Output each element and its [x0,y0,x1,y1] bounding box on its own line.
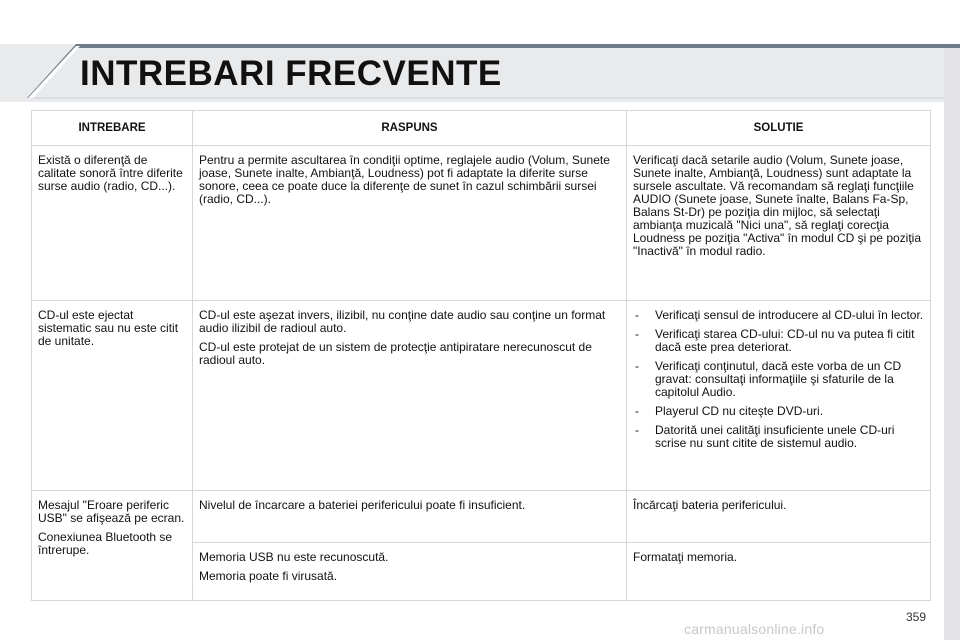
table-row [32,146,931,301]
watermark: carmanualsonline.info [684,621,825,637]
question-text: Mesajul "Eroare periferic USB" se afişează pe ecran. [38,498,185,525]
solution-cell [627,146,931,301]
solution-cell [627,543,931,601]
question-cell [32,301,193,491]
page-title: INTREBARI FRECVENTE [80,54,502,93]
solution-item-text: Datorită unei calităţi insuficiente unele CD-uri scrise nu sunt citite de sistemul audio. [655,423,895,450]
question-cell [32,491,193,601]
answer-text: Memoria poate fi virusată. [199,569,338,583]
solution-text: Încărcaţi bateria perifericului. [633,498,787,512]
answer-text: Memoria USB nu este recunoscută. [199,550,389,564]
question-cell [32,146,193,301]
table-header-row [32,111,931,146]
solution-text: Formataţi memoria. [633,550,738,564]
solution-text: Verificaţi dacă setarile audio (Volum, Sunete joase, Sunete inalte, Ambianţă, Loudness) sunt adaptate la sursele ascultate. Vă recomandam să reglaţi funcţiile AUDIO (Sunete joase, Sunete înalte, Balans Fa-Sp, Balans St-Dr) pe poziţia din mijloc, să selectaţi ambianţa muzicală "Nici una", să reglaţi corecţia Loudness pe poziţia "Activa" în modul CD şi pe poziţia "Inactivă" în modul radio. [633,153,922,258]
list-item: - Verificaţi starea CD-ului: CD-ul nu va putea fi citit dacă este prea deteriorat. [635,327,915,354]
solution-cell [627,491,931,543]
answer-text: Pentru a permite ascultarea în condiţii optime, reglajele audio (Volum, Sunete joase, Sunete inalte, Ambianţă, Loudness) pot fi adaptate la diferite surse sonore, ceea ce poate duce la diferenţe de sunet în cazul schimbării sursei (radio, CD...). [199,153,610,206]
table-row [32,491,931,543]
solution-item-text: Verificaţi conţinutul, dacă este vorba de un CD gravat: consultaţi informaţiile şi sfaturile de la capitolul Audio. [655,359,902,399]
answer-text: CD-ul este aşezat invers, ilizibil, nu conţine date audio sau conţine un format audio ilizibil de radioul auto. [199,308,606,335]
solution-list [633,309,925,450]
page-number: 359 [906,610,927,624]
faq-table [31,110,931,601]
question-text: Conexiunea Bluetooth se întrerupe. [38,530,173,557]
answer-cell [193,146,627,301]
solution-item-text: Playerul CD nu citeşte DVD-uri. [655,404,824,418]
answer-text: Nivelul de încarcare a bateriei perifericului poate fi insuficient. [199,498,526,512]
question-text: Există o diferenţă de calitate sonoră între diferite surse audio (radio, CD...). [38,153,183,193]
answer-cell [193,301,627,491]
column-header-question: INTREBARE [32,111,193,146]
answer-cell [193,543,627,601]
solution-item-text: Verificaţi sensul de introducere al CD-ului în lector. [655,308,924,322]
question-text: CD-ul este ejectat sistematic sau nu este citit de unitate. [38,308,179,348]
list-item: - Datorită unei calităţi insuficiente unele CD-uri scrise nu sunt citite de sistemul audio. [635,423,895,450]
solution-cell [627,301,931,491]
list-item: - Verificaţi conţinutul, dacă este vorba de un CD gravat: consultaţi informaţiile şi sfaturile de la capitolul Audio. [635,359,902,399]
column-header-solution: SOLUTIE [627,111,931,146]
table-row [32,301,931,491]
column-header-answer: RASPUNS [193,111,627,146]
answer-cell [193,491,627,543]
right-edge-strip [944,44,960,640]
solution-item-text: Verificaţi starea CD-ului: CD-ul nu va putea fi citit dacă este prea deteriorat. [655,327,915,354]
list-item: - Playerul CD nu citeşte DVD-uri. [635,404,824,418]
answer-text: CD-ul este protejat de un sistem de protecţie antipiratare nerecunoscut de radioul auto. [199,340,592,367]
list-item: - Verificaţi sensul de introducere al CD-ului în lector. [635,308,924,322]
